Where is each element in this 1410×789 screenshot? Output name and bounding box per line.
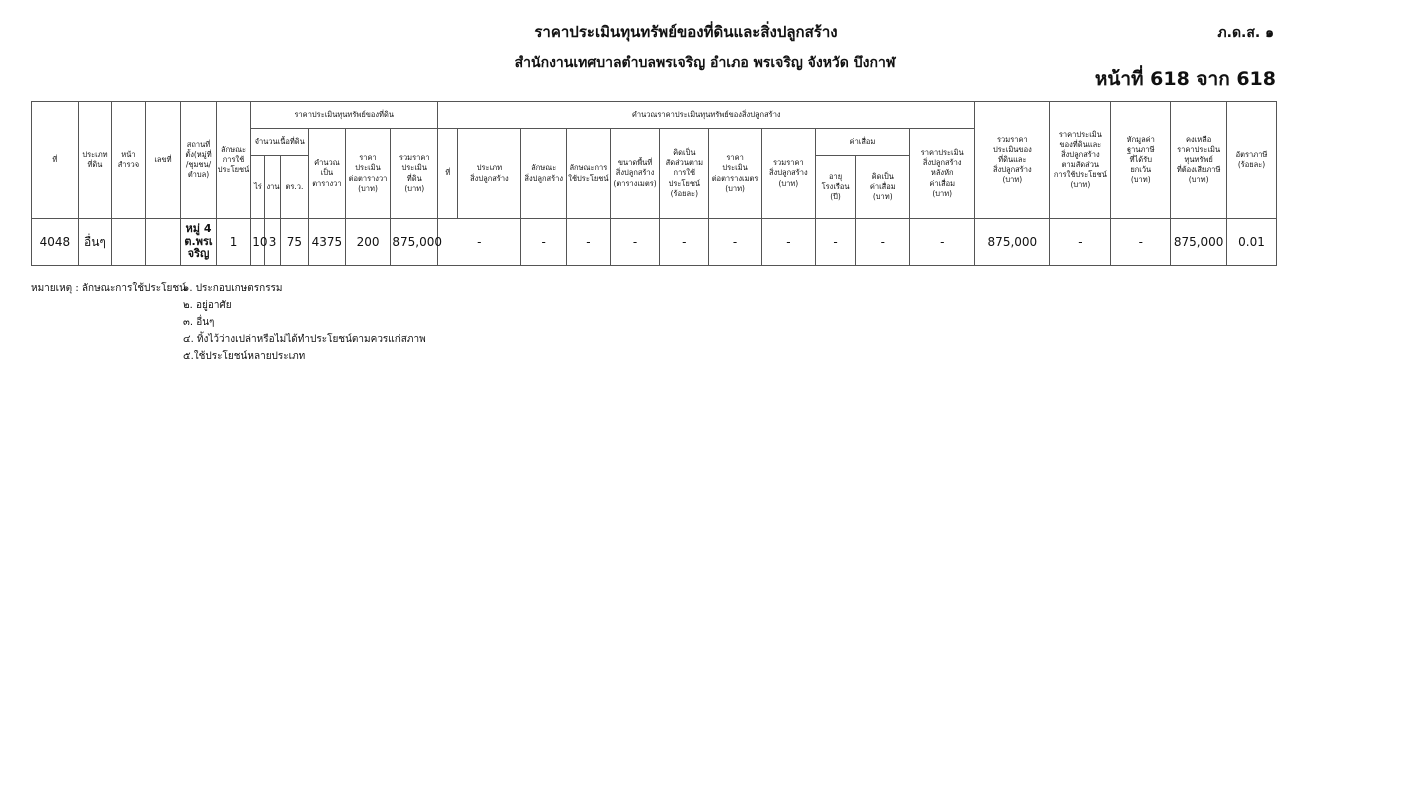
col-ratio-value: ราคาประเมิน ของที่ดินและ สิ่งปลูกสร้าง ตามสัดส่วน การใช้ประโยชน์ (บาท) [1050, 102, 1111, 219]
cell-land-total: 875,000 [391, 219, 438, 266]
table-row [32, 219, 1277, 266]
col-total-land-building: รวมราคา ประเมินของ ที่ดินและ สิ่งปลูกสร้าง (บาท) [975, 102, 1050, 219]
form-code: ภ.ด.ส. ๑ [1217, 25, 1274, 41]
cell-number [145, 219, 181, 266]
col-number: เลขที่ [145, 102, 181, 219]
col-building-dep-value: คิดเป็น ค่าเสื่อม (บาท) [856, 156, 910, 219]
cell-ratio-value: - [1050, 219, 1111, 266]
cell-total-land-building: 875,000 [975, 219, 1050, 266]
col-building-price-sqm: ราคา ประเมิน ต่อตารางเมตร (บาท) [709, 129, 762, 219]
col-building-area: ขนาดพื้นที่ สิ่งปลูกสร้าง (ตารางเมตร) [610, 129, 660, 219]
cell-remaining: 875,000 [1171, 219, 1227, 266]
notes-label: หมายเหตุ : ลักษณะการใช้ประโยชน์ [31, 283, 186, 294]
col-deduction: หักมูลค่า ฐานภาษี ที่ได้รับ ยกเว้น (บาท) [1111, 102, 1171, 219]
group-area-header: จำนวนเนื้อที่ดิน [251, 129, 309, 156]
cell-usage: 1 [216, 219, 251, 266]
group-building-header: คำนวณราคาประเมินทุนทรัพย์ของสิ่งปลูกสร้าง [438, 102, 975, 129]
cell-building-dep-value: - [856, 219, 910, 266]
col-building-total: รวมราคา สิ่งปลูกสร้าง (บาท) [761, 129, 815, 219]
cell-building-type: - [438, 219, 521, 266]
cell-calc-sqwa: 4375 [309, 219, 346, 266]
col-price-per-sqwa: ราคา ประเมิน ต่อตารางวา (บาท) [345, 129, 391, 219]
col-remaining: คงเหลือ ราคาประเมิน ทุนทรัพย์ ที่ต้องเสียภาษี (บาท) [1171, 102, 1227, 219]
col-building-usage: ลักษณะการ ใช้ประโยชน์ [567, 129, 611, 219]
cell-building-age: - [815, 219, 856, 266]
cell-building-usage: - [567, 219, 611, 266]
note-item: ๒. อยู่อาศัย [183, 300, 232, 311]
col-land-total: รวมราคา ประเมิน ที่ดิน (บาท) [391, 129, 438, 219]
col-usage: ลักษณะ การใช้ ประโยชน์ [216, 102, 251, 219]
col-survey-page: หน้า สำรวจ [112, 102, 146, 219]
cell-building-price-sqm: - [709, 219, 762, 266]
col-building-age: อายุ โรงเรือน (ปี) [815, 156, 856, 219]
cell-building-after-dep: - [910, 219, 975, 266]
col-rai: ไร่ [251, 156, 265, 219]
col-land-type: ประเภท ที่ดิน [78, 102, 112, 219]
cell-building-character: - [521, 219, 567, 266]
col-sqwa: ตร.ว. [280, 156, 308, 219]
notes-section [31, 280, 426, 365]
cell-survey-page [112, 219, 146, 266]
col-building-type: ประเภท สิ่งปลูกสร้าง [458, 129, 521, 219]
cell-price-per-sqwa: 200 [345, 219, 391, 266]
group-depreciation-header: ค่าเสื่อม [815, 129, 909, 156]
col-building-after-dep: ราคาประเมิน สิ่งปลูกสร้าง หลังหัก ค่าเสื่อม (บาท) [910, 129, 975, 219]
note-item: ๑. ประกอบเกษตรกรรม [183, 283, 283, 294]
cell-tax-rate: 0.01 [1227, 219, 1277, 266]
note-item: ๔. ทิ้งไว้ว่างเปล่าหรือไม่ได้ทำประโยชน์ตามควรแก่สภาพ [183, 334, 426, 345]
cell-deduction: - [1111, 219, 1171, 266]
document-title: ราคาประเมินทุนทรัพย์ของที่ดินและสิ่งปลูกสร้าง [534, 23, 838, 41]
page-number: หน้าที่ 618 จาก 618 [1094, 68, 1276, 90]
col-calc-sqwa: คำนวณ เป็น ตารางวา [309, 129, 346, 219]
col-no: ที่ [32, 102, 79, 219]
cell-ngan: 3 [265, 219, 280, 266]
cell-sqwa: 75 [280, 219, 308, 266]
col-building-no: ที่ [438, 129, 458, 219]
col-location: สถานที่ ตั้ง(หมู่ที่ /ชุมชน/ ตำบล) [181, 102, 217, 219]
col-tax-rate: อัตราภาษี (ร้อยละ) [1227, 102, 1277, 219]
assessment-table [31, 101, 1277, 266]
note-item: ๕.ใช้ประโยชน์หลายประเภท [183, 351, 306, 362]
cell-rai: 10 [251, 219, 265, 266]
cell-building-total: - [761, 219, 815, 266]
cell-location: หมู่ 4 ต.พรเ จริญ [181, 219, 217, 266]
cell-land-type: อื่นๆ [78, 219, 112, 266]
group-land-header: ราคาประเมินทุนทรัพย์ของที่ดิน [251, 102, 438, 129]
cell-building-area: - [610, 219, 660, 266]
cell-building-ratio: - [660, 219, 709, 266]
col-building-character: ลักษณะ สิ่งปลูกสร้าง [521, 129, 567, 219]
note-item: ๓. อื่นๆ [183, 317, 215, 328]
office-subtitle: สำนักงานเทศบาลตำบลพรเจริญ อำเภอ พรเจริญ จังหวัด บึงกาฬ [514, 55, 896, 71]
col-building-ratio: คิดเป็น สัดส่วนตาม การใช้ ประโยชน์ (ร้อยละ) [660, 129, 709, 219]
col-ngan: งาน [265, 156, 280, 219]
cell-no: 4048 [32, 219, 79, 266]
